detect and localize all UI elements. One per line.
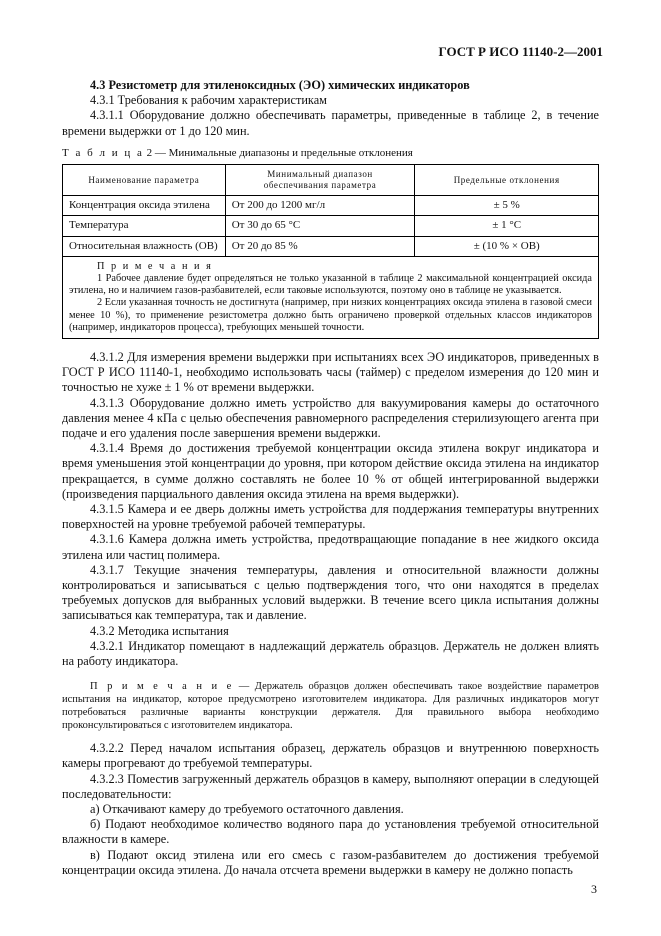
table-note-2: 2 Если указанная точность не достигнута (например, при низких концентрациях оксида этилена в газовой смеси менее 10 %), то применение резистометра должно быть ограничено проверкой отдельных классов индикаторов (например, индикаторов процесса), требующих меньшей точности. — [69, 297, 592, 333]
paragraph-4-3-1-7: 4.3.1.7 Текущие значения температуры, давления и относительной влажности должны контролироваться и записываться с целью подтверждения того, что они находятся в пределах требуемых допусков для выбранных условий выдержки. В течение всего цикла испытания должны записываться как температура, так и давление. — [62, 562, 599, 623]
list-item-c: в) Подают оксид этилена или его смесь с газом-разбавителем до достижения требуемой концентрации оксида этилена. До начала отсчета времени выдержки в камеру не должно попасть — [62, 847, 599, 877]
table-header-row — [63, 165, 599, 196]
page-number: 3 — [591, 882, 597, 896]
table-cell: Концентрация оксида этилена — [63, 196, 226, 216]
table-cell: От 200 до 1200 мг/л — [225, 196, 415, 216]
parameters-table — [62, 164, 599, 339]
note-paragraph — [62, 680, 599, 732]
document-header: ГОСТ Р ИСО 11140-2—2001 — [438, 44, 603, 59]
paragraph-4-3-1-3: 4.3.1.3 Оборудование должно иметь устройство для вакуумирования камеры до остаточного давления менее 4 кПа с целью обеспечения равномерного распределения стерилизующего агента при подаче и его удаления после завершения времени выдержки. — [62, 395, 599, 441]
paragraph-4-3-2: 4.3.2 Методика испытания — [90, 623, 229, 638]
table-notes — [63, 256, 599, 338]
table-caption-text: 2 — Минимальные диапазоны и предельные отклонения — [143, 147, 413, 159]
note-text: — Держатель образцов должен обеспечивать такое воздействие параметров испытания на индикатор, которое предусмотрено изготовителем индикатора. Для различных индикаторов могут потребоваться различные варианты конструкции держателя. Для правильного выбора необходимо проконсультироваться с изготовителем индикатора. — [62, 681, 599, 732]
table-header-cell: Минимальный диапазон обеспечивания параметра — [225, 165, 415, 196]
table-notes-row — [63, 256, 599, 338]
table-row — [63, 236, 599, 256]
table-header-cell: Предельные отклонения — [415, 165, 599, 196]
section-body — [62, 350, 599, 878]
paragraph-4-3-2-1: 4.3.2.1 Индикатор помещают в надлежащий держатель образцов. Держатель не должен влиять на работу индикатора. — [62, 638, 599, 669]
paragraph-4-3-1-6: 4.3.1.6 Камера должна иметь устройства, предотвращающие попадание в нее жидкого оксида этилена или частиц полимера. — [62, 532, 599, 562]
table-cell: ± (10 % × ОВ) — [415, 236, 599, 256]
table-caption — [62, 146, 599, 161]
paragraph-4-3-2-3: 4.3.2.3 Поместив загруженный держатель образцов в камеру, выполняют операции в следующей последовательности: — [62, 771, 599, 801]
paragraph-4-3-1-4: 4.3.1.4 Время до достижения требуемой концентрации оксида этилена вокруг индикатора и время уменьшения этой концентрации до уровня, при котором действие оксида этилена на индикатор прекращается, в сумме должно составлять не более 10 % от общей интегрированной выдержки (произведения парциального давления оксида этилена на время выдержки). — [62, 441, 599, 501]
table-cell: ± 5 % — [415, 196, 599, 216]
table-header-cell: Наименование параметра — [63, 165, 226, 196]
note-prefix: П р и м е ч а н и е — [90, 681, 234, 693]
paragraph-4-3-2-2: 4.3.2.2 Перед началом испытания образец, держатель образцов и внутреннюю поверхность камеры прогревают до требуемой температуры. — [62, 741, 599, 771]
section-title: 4.3 Резистометр для этиленоксидных (ЭО) химических индикаторов — [90, 78, 470, 92]
table-cell: От 30 до 65 °С — [225, 216, 415, 236]
table-cell: Относительная влажность (ОВ) — [63, 236, 226, 256]
table-cell: Температура — [63, 216, 226, 236]
list-item-b: б) Подают необходимое количество водяного пара до установления требуемой относительной влажности в камере. — [62, 817, 599, 847]
list-item-a: а) Откачивают камеру до требуемого остаточного давления. — [90, 802, 404, 817]
table-block — [62, 146, 599, 339]
table-notes-title: П р и м е ч а н и я — [97, 260, 213, 272]
paragraph-4-3-1: 4.3.1 Требования к рабочим характеристикам — [90, 93, 327, 108]
table-row — [63, 216, 599, 236]
section-top — [62, 78, 599, 139]
table-cell: ± 1 °С — [415, 216, 599, 236]
paragraph-4-3-1-1: 4.3.1.1 Оборудование должно обеспечивать параметры, приведенные в таблице 2, в течение времени выдержки от 1 до 120 мин. — [62, 108, 599, 138]
paragraph-4-3-1-2: 4.3.1.2 Для измерения времени выдержки при испытаниях всех ЭО индикаторов, приведенных в ГОСТ Р ИСО 11140-1, необходимо использовать часы (таймер) с пределом измерения до 120 мин и точностью не хуже ± 1 % от времени выдержки. — [62, 350, 599, 395]
table-cell: От 20 до 85 % — [225, 236, 415, 256]
paragraph-4-3-1-5: 4.3.1.5 Камера и ее дверь должны иметь устройства для поддержания температуры внутренних поверхностей на уровне требуемой рабочей температуры. — [62, 502, 599, 532]
table-note-1: 1 Рабочее давление будет определяться не только указанной в таблице 2 максимальной концентрацией оксида этилена, но и наличием газов-разбавителей, если таковые используются, поэтому оно в таблице не указывается. — [69, 273, 592, 297]
table-caption-prefix: Т а б л и ц а — [62, 147, 144, 159]
table-row — [63, 196, 599, 216]
